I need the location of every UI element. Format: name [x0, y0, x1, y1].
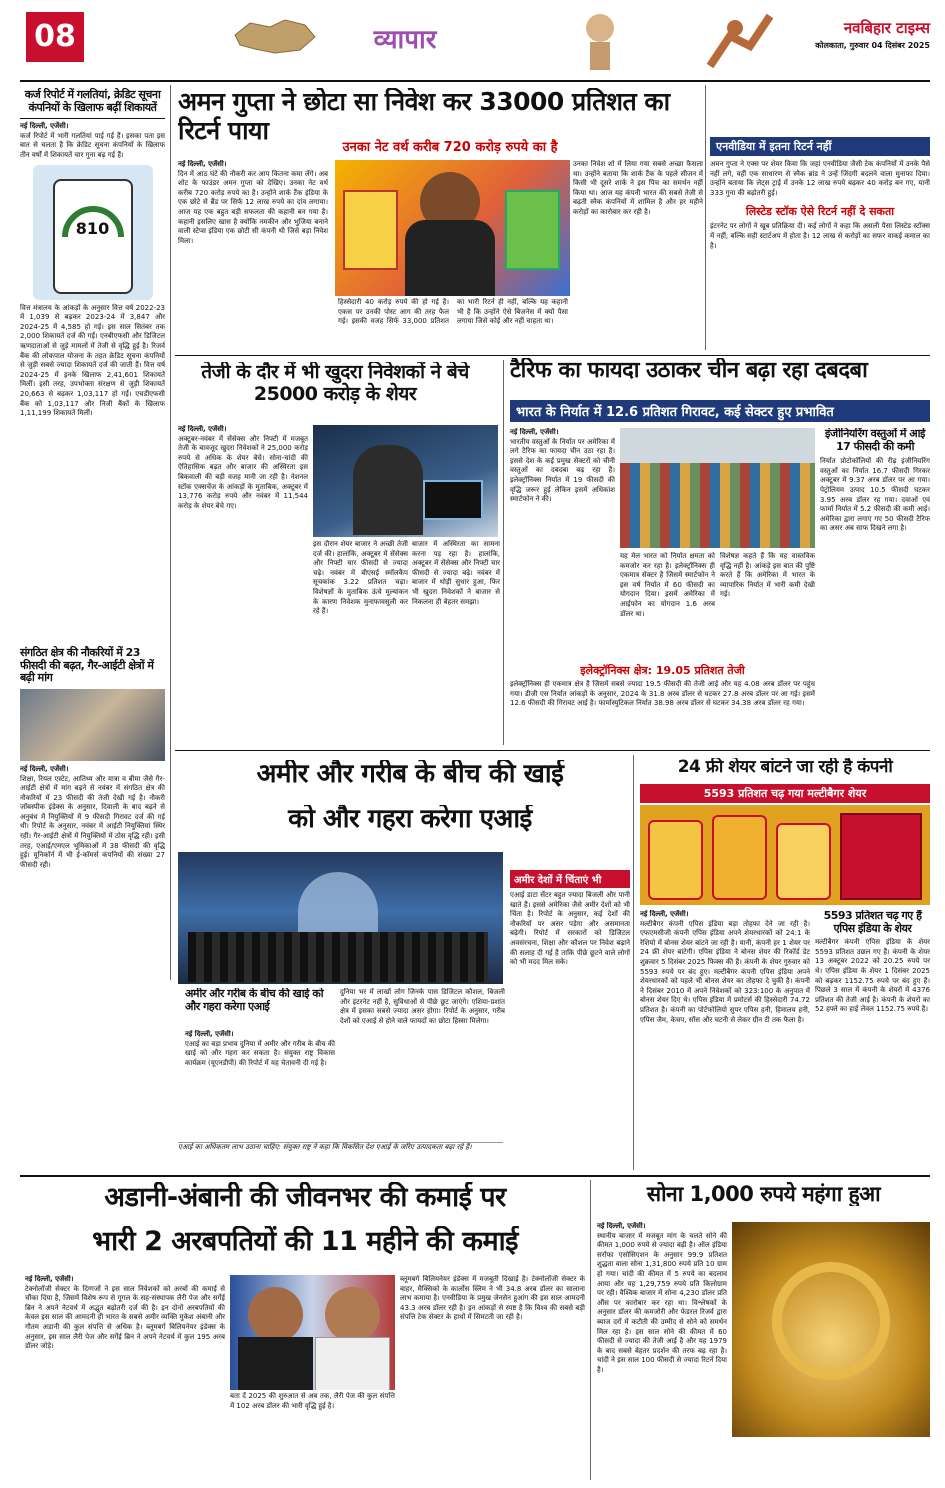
- aman-headline: अमन गुप्ता ने छोटा सा निवेश कर 33000 प्रतिशत का रिटर्न पाया: [178, 88, 670, 145]
- tariff-body3: विशेषज्ञ कहते हैं कि यह वास्तविक वृद्धि नहीं है। आंकड़े इस बात की पुष्टि करते हैं कि अमेरिका में भारत के व्यापारिक निर्यात में भारी कमी देखी गई।: [720, 552, 815, 599]
- engineering-box: [820, 428, 930, 743]
- ai-concerns-box: [510, 870, 630, 1170]
- gold-headline: सोना 1,000 रुपये महंगा हुआ: [646, 1182, 881, 1206]
- tariff-subhead: भारत के निर्यात में 12.6 प्रतिशत गिरावट, कई सेक्टर हुए प्रभावित: [510, 400, 930, 422]
- apis-col: [640, 910, 810, 1170]
- ai-inset-title: अमीर और गरीब के बीच की खाई को और गहरा करेगा एआई: [185, 988, 324, 1013]
- retail-col3: [412, 540, 500, 745]
- apis-side: [815, 910, 930, 1170]
- gold-col: [597, 1222, 727, 1482]
- engineering-body: निर्यात प्रोटोकॉलियों की रीढ़ इंजीनियरिंग वस्तुओं का निर्यात 16.7 फीसदी गिरकर अक्टूबर में 9.37 अरब डॉलर पर आ गया। पेट्रोलियम उत्पाद 10.5 फीसदी घटकर 3.95 अरब डॉलर रह गया। दवाओं एवं फार्मा निर्यात में 5.2 फीसदी की कमी आई। अमेरिका द्वारा लगाए गए 50 फीसदी टैरिफ का असर अब साफ दिखने लगा है।: [820, 457, 930, 533]
- apis-side-body: मल्टीबैगर कंपनी एपिस इंडिया के शेयर 5593 प्रतिशत उछल गए हैं। कंपनी के शेयर 13 अक्टूबर 2022 को 20.25 रुपये पर थे। एपिस इंडिया के शेयर 1 दिसंबर 2025 को बढ़कर 1152.75 रुपये पर बंद हुए हैं। पिछले 3 साल में कंपनी के शेयरों में 4376 प्रतिशत की तेजी आई है। कंपनी के शेयरों का 52 हफ्ते का हाई लेवल 1152.75 रुपये है।: [815, 938, 930, 1014]
- retail-col2: [313, 540, 408, 745]
- tariff-headline: टैरिफ का फायदा उठाकर चीन बढ़ा रहा दबदबा: [510, 358, 868, 383]
- apis-side-title: 5593 प्रतिशत चढ़ गए हैं एपिस इंडिया के शेयर: [823, 910, 922, 935]
- aman-photo: [335, 160, 570, 296]
- aman-body2: हिस्सेदारी 40 करोड़ रुपये की हो गई है। एकस पर उनकी पोस्ट आग की तरह फैल गई। इसकी वजह सिर्फ 33,000 प्रतिशत का भारी रिटर्न ही नहीं, बल्कि यह कहानी भी है कि उन्होंने ऐसे बिजनेस में क्यों पैसा लगाया जिसे कोई और नहीं चाहता था।: [338, 298, 568, 326]
- jobs-body: शिक्षा, रियल एस्टेट, आतिथ्य और यात्रा व बीमा जैसे गैर-आईटी क्षेत्रों में मांग बढ़ने से नवंबर में संगठित क्षेत्र की नौकरियों में 23 फीसदी की तेजी देखी गई है। नौकरी जॉबस्पीक इंडेक्स के अनुसार, दिवाली के बाद बढ़ने से अनुबंध में नियुक्तियों में 9 फीसदी गिरावट दर्ज की गई थी। रिपोर्ट के अनुसार, नवंबर में आईटी नियुक्तियां स्थिर रहीं। गैर-आईटी क्षेत्रों में नियुक्तियों में ठोस वृद्धि रही। इसी तरह, एआई/एमएल भूमिकाओं में 38 फीसदी की वृद्धि हुई। यूनिकॉर्न में भी ई-कॉमर्स कंपनियों की संख्या 27 फीसदी रही।: [20, 774, 165, 869]
- retail-body1: अक्टूबर-नवंबर में सेंसेक्स और निफ्टी में मजबूत तेजी के बावजूद खुदरा निवेशकों ने 25,000 करोड़ रुपये से अधिक के शेयर बेचे। सोना-चांदी की ऐतिहासिक बढ़त और बाजार की अस्थिरता इस बिकवाली की बड़ी वजह मानी जा रही है। नेशनल स्टॉक एक्सचेंज के आंकड़ों के मुताबिक, अक्टूबर में 13,776 करोड़ रुपये और नवंबर में 11,544 करोड़ के शेयर बेचे गए।: [178, 434, 308, 510]
- credit-report-dateline: नई दिल्ली, एजेंसी।: [20, 122, 69, 131]
- nvidia-title: एनवीडिया में इतना रिटर्न नहीं: [710, 137, 930, 156]
- ai-headline-line1: अमीर और गरीब के बीच की खाई: [256, 760, 564, 789]
- paper-name: नवबिहार टाइम्स: [843, 19, 930, 37]
- tariff-col1: [510, 428, 615, 658]
- apis-dateline: नई दिल्ली, एजेंसी।: [640, 910, 689, 918]
- adani-body1: टेक्नोलॉजी सेक्टर के दिग्गजों ने इस साल निवेशकों को अरबों की कमाई से चौंका दिया है, जिसमें विशेष रूप से गूगल के सह-संस्थापक लैरी पेज और सर्गेई ब्रिन ने अपने नेटवर्थ में अद्भुत बढ़ोतरी दर्ज की है। इन दोनों अरबपतियों की केवल इस साल की आमदनी ही भारत के सबसे अमीर व्यक्ति मुकेश अंबानी और गौतम अडानी की कुल संपत्ति से अधिक है। ब्लूमबर्ग बिलियनेयर इंडेक्स के अनुसार, इस साल लैरी पेज और सर्गेई ब्रिन ने अपने नेटवर्थ में कुल 195 अरब डॉलर जोड़े।: [25, 1284, 225, 1351]
- retail-photo: [313, 425, 498, 537]
- jobs-dateline: नई दिल्ली, एजेंसी।: [20, 764, 69, 773]
- aman-body3: उनका निवेश शो में लिया गया सबसे अच्छा फैसला था। उन्होंने बताया कि शार्क टैंक के पहले सीजन में किसी भी दूसरे शार्क ने इस पिच का समर्थन नहीं किया था। आज यह कंपनी भारत की सबसे तेजी से बढ़ती स्नैक कंपनियों में शामिल है और हर महीने करोड़ों का कारोबार कर रही है।: [573, 160, 703, 216]
- tariff-body2: यह मेल भारत को निर्यात क्षमता को कमजोर कर रहा है। इलेक्ट्रॉनिक्स ही एकमात्र सेक्टर है जिसमें स्मार्टफोन ने इस वर्ष निर्यात में 60 फीसदी का योगदान दिया। इसमें अमेरिका में आईफोन का योगदान 1.6 अरब डॉलर था।: [620, 552, 715, 618]
- apis-headline: 24 फ्री शेयर बांटने जा रही है कंपनी: [677, 758, 893, 777]
- electronics-title: इलेक्ट्रॉनिक्स क्षेत्र: 19.05 प्रतिशत तेजी: [580, 664, 745, 677]
- listed-body: इंटरनेट पर लोगों ने खूब प्रतिक्रिया दी। कई लोगों ने कहा कि असली पैसा लिस्टेड स्टॉक्स में नहीं, बल्कि सही स्टार्टअप में होता है। 12 लाख से करोड़ों का सफर वाकई कमाल का है।: [710, 222, 930, 250]
- ai-headline-line2: को और गहरा करेगा एआई: [288, 805, 532, 834]
- nvidia-box: [710, 135, 930, 350]
- tariff-photo: [620, 428, 815, 548]
- ai-caption: [178, 1142, 503, 1170]
- ai-concerns-title: अमीर देशों में चिंताएं भी: [510, 870, 630, 888]
- jobs-photo: [20, 689, 165, 761]
- ai-inset: [185, 988, 335, 1028]
- retail-col1: [178, 425, 308, 745]
- adani-photo: [230, 1275, 395, 1390]
- credit-score-phone: [33, 165, 153, 300]
- ai-col2: [340, 988, 505, 1138]
- adani-dateline: नई दिल्ली, एजेंसी।: [25, 1275, 74, 1283]
- retail-headline: तेजी के दौर में भी खुदरा निवेशकों ने बेचे 25000 करोड़ के शेयर: [201, 362, 469, 405]
- apis-photo: [640, 805, 930, 905]
- aman-dateline: नई दिल्ली, एजेंसी।: [178, 160, 227, 168]
- edition-date: कोलकाता, गुरुवार 04 दिसंबर 2025: [815, 41, 930, 50]
- map-icon: [230, 15, 320, 60]
- page-number: 08: [26, 12, 84, 62]
- electronics-body: इलेक्ट्रॉनिक्स ही एकमात्र क्षेत्र है जिसमें सबसे ज्यादा 19.5 फीसदी की तेजी आई और यह 4.08 अरब डॉलर पर पहुंच गया। डीजी एस निर्यात आंकड़ों के अनुसार, 2024 के 31.8 अरब डॉलर से घटकर 27.8 अरब डॉलर पर आ गई। इसमें 12.6 फीसदी की गिरावट आई है। फार्मास्युटिकल निर्यात 38.98 अरब डॉलर से घटकर 34.38 अरब डॉलर रह गया।: [510, 680, 815, 708]
- listed-title: लिस्टेड स्टॉक ऐसे रिटर्न नहीं दे सकता: [745, 205, 895, 219]
- apis-body: मल्टीबैगर कंपनी एपिस इंडिया बड़ा तोहफा देने जा रही है। एफएमसीजी कंपनी एपिस इंडिया अपने शेयरधारकों को 24:1 के रेशियो में बोनस शेयर बांटने जा रही है। यानी, कंपनी हर 1 शेयर पर 24 फ्री शेयर बांटेगी। एपिस इंडिया ने बोनस शेयर की रिकॉर्ड डेट शुक्रवार 5 दिसंबर 2025 फिक्स की है। कंपनी के शेयर गुरुवार को 5593 रुपये पर बंद हुए। मल्टीबैगर कंपनी एपिस इंडिया अपने शेयरधारकों को पहले भी बोनस शेयर का तोहफा दे चुकी है। कंपनी ने दिसंबर 2010 में अपने निवेशकों को 323:100 के अनुपात में बोनस शेयर दिए थे। एपिस इंडिया में प्रमोटर्स की हिस्सेदारी 74.72 प्रतिशत है। कंपनी का पोर्टफोलियो सुपर एपिस हनी, हिमालय हनी, एपिस जैम, केचप, सॉस और चटनी से लेकर ग्रीन टी तक फैला है।: [640, 919, 810, 1024]
- aman-body1: दिन में आठ घंटे की नौकरी कर आप कितना कमा लेंगे। अब शोट के फाउंडर अमन गुप्ता को देखिए। उनका नेट वर्थ करीब 720 करोड़ रुपये का है। उन्होंने शार्क टैंक इंडिया के एक छोटे से ब्रैंड पर सिर्फ 12 लाख रुपये का दांव लगाया। आज यह एक बहुत बड़ी सफलता की कहानी बन गया है। कहानी इसलिए खास है क्योंकि नमकीन और भुजिया बनाने वाली स्टेप्स इंडिया एक छोटी सी कंपनी थी जिसे बड़ा निवेश मिला।: [178, 169, 328, 245]
- ai-dateline: नई दिल्ली, एजेंसी।: [185, 1030, 234, 1038]
- ai-body1: एआई का बड़ा प्रभाव दुनिया में अमीर और गरीब के बीच की खाई को और गहरा कर सकता है। संयुक्त राष्ट्र विकास कार्यक्रम (यूएनडीपी) की रिपोर्ट में यह चेतावनी दी गई है।: [185, 1039, 335, 1067]
- jobs-headline: संगठित क्षेत्र की नौकरियों में 23 फीसदी की बढ़त, गैर-आईटी क्षेत्रों में बढ़ी मांग: [20, 646, 154, 685]
- engineering-title: इंजीनियरिंग वस्तुओं में आई 17 फीसदी की कमी: [825, 428, 925, 453]
- aman-col2: [338, 298, 568, 353]
- ai-body2: दुनिया भर में लाखों लोग जिनके पास डिजिटल कौशल, बिजली और इंटरनेट नहीं है, सुविधाओं से पीछे छूट जाएंगे। एशिया-प्रशांत क्षेत्र में इसका सबसे ज्यादा असर होगा। रिपोर्ट के अनुसार, गरीब देशों को एआई से होने वाले फायदों का छोटा हिस्सा मिलेगा।: [340, 988, 505, 1025]
- ai-caption-text: एआई का अधिकतम लाभ उठाना चाहिए: संयुक्त राष्ट्र ने कहा कि विकसित देश एआई के जरिए उत्पादकता बढ़ा रहे हैं।: [178, 1143, 472, 1151]
- adani-caption: [230, 1392, 395, 1477]
- adani-col2: [400, 1275, 585, 1480]
- retail-body3: बाजार में अस्थिरता का सामना करना पड़ रहा है। हालांकि, अक्टूबर में सेंसेक्स और निफ्टी चार फीसदी से ज्यादा बढ़े। नवंबर में बाजार में थोड़ी सुधार हुआ, फिर भी खुदरा निवेशकों ने बाजार से निकलना ही बेहतर समझा।: [412, 540, 500, 606]
- adani-caption-text: बता दें 2025 की शुरुआत से अब तक, लैरी पेज की कुल संपत्ति में 102 अरब डॉलर की भारी वृद्धि हुई है।: [230, 1392, 395, 1410]
- ai-col1: [185, 1030, 335, 1140]
- aman-col3: [573, 160, 703, 350]
- credit-report-story: [20, 85, 165, 645]
- credit-score-value: 810: [75, 218, 110, 238]
- masthead: [0, 0, 945, 80]
- aman-col1: [178, 160, 328, 340]
- jobs-story: [20, 645, 165, 975]
- gold-dateline: नई दिल्ली, एजेंसी।: [597, 1222, 646, 1230]
- apis-subhead: 5593 प्रतिशत चढ़ गया मल्टीबैगर शेयर: [640, 784, 930, 803]
- ai-photo: [178, 852, 503, 984]
- credit-report-body: वित्त मंत्रालय के आंकड़ों के अनुसार वित्त वर्ष 2022-23 में 1,039 से बढ़कर 2023-24 में 3,847 और 2024-25 में 4,585 हो गई। इस साल सितंबर तक 2,000 शिकायतें दर्ज की गईं। एनबीएफसी और डिजिटल ऋणदाताओं से जुड़े मामलों में तेजी से वृद्धि हुई है। रिजर्व बैंक की लोकपाल योजना के तहत क्रेडिट सूचना कंपनियों से जुड़ी सबसे ज्यादा शिकायतें दर्ज की जाती हैं। वित्त वर्ष 2024-25 में इनके खिलाफ 2,41,601 शिकायतें मिलीं। इसी तरह, उपभोक्ता संरक्षण से जुड़ी शिकायतें 20,663 से बढ़कर 1,03,117 हो गईं। एचडीएफसी बैंक को 1,03,117 और निजी बैंकों के खिलाफ 1,11,199 शिकायतें मिलीं।: [20, 303, 165, 418]
- ai-concerns-body: एआई डाटा सेंटर बहुत ज्यादा बिजली और पानी खाते हैं। इससे अमेरिका जैसे अमीर देशों को भी चिंता है। रिपोर्ट के अनुसार, कई देशों की नौकरियों पर असर पड़ेगा और असमानता बढ़ेगी। रिपोर्ट में सरकारों को डिजिटल अवसंरचना, शिक्षा और कौशल पर निवेश बढ़ाने की सलाह दी गई है ताकि पीछे छूटने वाले लोगों को भी मदद मिल सके।: [510, 891, 630, 967]
- adani-headline-line1: अडानी-अंबानी की जीवनभर की कमाई पर: [104, 1182, 506, 1213]
- tariff-col3: [720, 552, 815, 662]
- aman-subhead: उनका नेट वर्थ करीब 720 करोड़ रुपये का है: [342, 140, 558, 155]
- statue-icon: [560, 8, 640, 73]
- electronics-box: [510, 680, 815, 745]
- credit-report-lead: कर्ज रिपोर्ट में भारी गलतियां पाई गई हैं। इसका पता इस बात से चलता है कि क्रेडिट सूचना कंपनियों के खिलाफ तीन वर्षों में शिकायतें चार गुना बढ़ गई हैं।: [20, 131, 165, 160]
- credit-report-headline: कर्ज रिपोर्ट में गलतियां, क्रेडिट सूचना कंपनियों के खिलाफ बढ़ीं शिकायतें: [24, 88, 161, 114]
- adani-headline-line2: भारी 2 अरबपतियों की 11 महीने की कमाई: [92, 1226, 518, 1257]
- adani-col1: [25, 1275, 225, 1480]
- retail-dateline: नई दिल्ली, एजेंसी।: [178, 425, 227, 433]
- tariff-body1: भारतीय वस्तुओं के निर्यात पर अमेरिका में लगे टैरिफ का फायदा चीन उठा रहा है। इससे देश के कई प्रमुख सेक्टरों को चीनी वस्तुओं का दबदबा बढ़ रहा है। इलेक्ट्रॉनिक्स निर्यात में 19 फीसदी की वृद्धि जरूर हुई लेकिन इसमें अधिकांश स्मार्टफोन ने की।: [510, 437, 615, 504]
- tariff-col2: [620, 552, 715, 662]
- nvidia-body: अमन गुप्ता ने एक्स पर शेयर किया कि जहां एनवीडिया जैसी टेक कंपनियों में उनके पैसे नहीं लगे, वहीं एक साधारण से स्नैक ब्रांड ने उन्हें जिंदगी बदलने वाला मुनाफा दिया। उन्होंने बताया कि लेट्स ट्राई में उनके 12 लाख रुपये बढ़कर 40 करोड़ बन गए, यानी 333 गुना की बढ़ोतरी हुई।: [710, 160, 930, 197]
- gold-photo: [732, 1222, 930, 1437]
- adani-body2: ब्लूमबर्ग बिलियनेयर इंडेक्स में मजबूती दिखाई है। टेक्नोलॉजी सेक्टर के बाहर, मैक्सिको के कार्लोस स्लिम ने भी 34.8 अरब डॉलर का सालाना लाभ कमाया है। एनवीडिया के प्रमुख जेनसेन हुआंग की इस साल आमदनी 43.3 अरब डॉलर रही है। इन आंकड़ों से स्पष्ट है कि विश्व की सबसे बड़ी संपत्ति टेक सेक्टर के हाथों में सिमटती जा रही है।: [400, 1275, 585, 1322]
- section-name: व्यापार: [373, 25, 437, 55]
- retail-body2: इस दौरान शेयर बाजार ने अच्छी तेजी दर्ज की। हालांकि, अक्टूबर में सेंसेक्स और निफ्टी चार फीसदी से ज्यादा चढ़े। नवंबर में बीएसई स्मॉलकैप सूचकांक 3.22 प्रतिशत चढ़ा। विशेषज्ञों के मुताबिक ऊंचे मूल्यांकन के कारण निवेशक मुनाफावसूली कर रहे हैं।: [313, 540, 408, 616]
- gold-body: स्थानीय बाजार में मजबूत मांग के चलते सोने की कीमत 1,000 रुपये से ज्यादा बढ़ी है। ऑल इंडिया सर्राफा एसोसिएशन के अनुसार 99.9 प्रतिशत शुद्धता वाला सोना 1,31,800 रुपये प्रति 10 ग्राम हो गया। चांदी की कीमत में 5 रुपये का बदलाव आया और यह 1,29,759 रुपये प्रति किलोग्राम पर रही। वैश्विक बाजार में सोना 4,230 डॉलर प्रति औंस पर कारोबार कर रहा था। विश्लेषकों के अनुसार डॉलर की कमजोरी और फेडरल रिजर्व द्वारा ब्याज दरों में कटौती की उम्मीद से सोने को समर्थन मिल रहा है। इस साल सोने की कीमत में 60 फीसदी से ज्यादा की तेजी आई है और यह 1979 के बाद सबसे बेहतर प्रदर्शन की तरफ बढ़ रहा है। चांदी ने इस साल 100 फीसदी से ज्यादा रिटर्न दिया है।: [597, 1231, 727, 1374]
- tariff-dateline: नई दिल्ली, एजेंसी।: [510, 428, 559, 436]
